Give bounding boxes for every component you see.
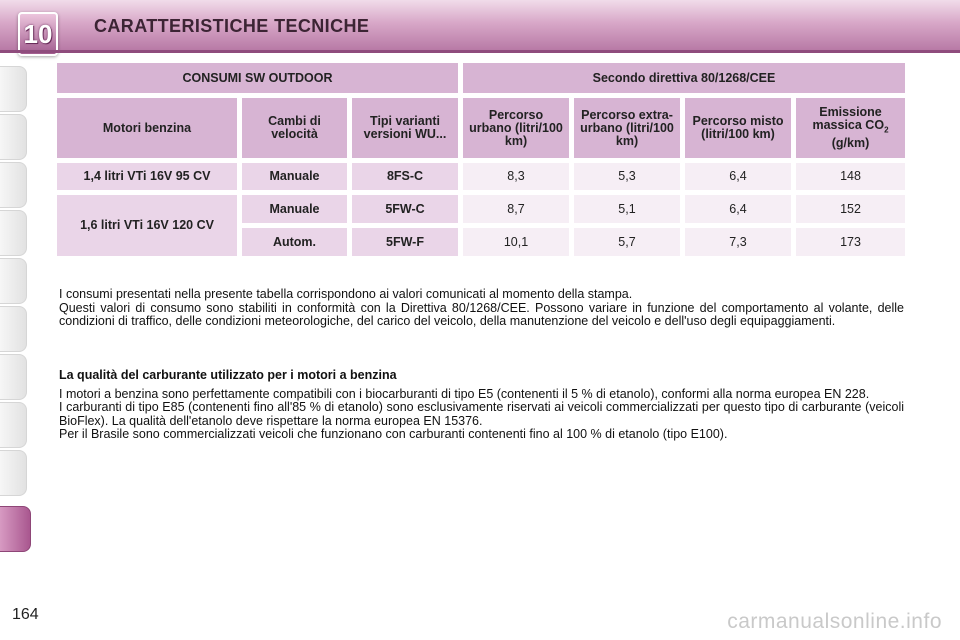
chapter-tab[interactable] [0, 258, 27, 304]
variant-cell: 8FS-C [352, 163, 458, 190]
co2-header-unit: (g/km) [831, 135, 870, 150]
mixed-value: 7,3 [685, 228, 791, 256]
co2-value: 173 [796, 228, 905, 256]
chapter-tab[interactable] [0, 66, 27, 112]
chapter-tab[interactable] [0, 354, 27, 400]
variant-cell: 5FW-C [352, 195, 458, 223]
col-header-variant: Tipi varianti versioni WU... [352, 98, 458, 158]
urban-value: 10,1 [463, 228, 569, 256]
chapter-tab[interactable] [0, 114, 27, 160]
chapter-tab-active[interactable] [0, 506, 31, 552]
co2-header-line: Emissione massica $CO_2$ [812, 105, 889, 135]
chapter-tab[interactable] [0, 210, 27, 256]
consumption-notes [59, 288, 904, 329]
mixed-value: 6,4 [685, 163, 791, 190]
gearbox-cell: Autom. [242, 228, 347, 256]
fuel-paragraph: Per il Brasile sono commercializzati veicoli che funzionano con carburanti contenenti fino al 100 % di etanolo (tipo E100). [59, 427, 728, 441]
page-header [0, 0, 960, 50]
engine-1-4: 1,4 litri VTi 16V 95 CV [57, 163, 237, 190]
chapter-title: CARATTERISTICHE TECNICHE [94, 16, 370, 36]
notes-paragraph: Questi valori di consumo sono stabiliti in conformità con la Direttiva 80/1268/CEE. Possono variare in funzione del comportamento al volante, delle condizioni di traffico, delle condizioni meteorologiche, del carico del veicolo, della manutenzione del veicolo e dell'uso degli equipaggiamenti. [59, 300, 904, 328]
chapter-tab[interactable] [0, 306, 27, 352]
fuel-paragraph: I motori a benzina sono perfettamente compatibili con i biocarburanti di tipo E5 (contenenti il 5 % di etanolo), conformi alla norma europea EN 228. [59, 386, 870, 401]
extra-urban-value: 5,7 [574, 228, 680, 256]
chapter-tab[interactable] [0, 162, 27, 208]
chapter-tab[interactable] [0, 402, 27, 448]
notes-paragraph: I consumi presentati nella presente tabella corrispondono ai valori comunicati al momento della stampa. [59, 287, 633, 301]
col-header-extra-urban: Percorso extra-urbano (litri/100 km) [574, 98, 680, 158]
header-divider [0, 50, 960, 53]
urban-value: 8,3 [463, 163, 569, 190]
col-header-gearbox: Cambi di velocità [242, 98, 347, 158]
watermark: carmanualsonline.info [727, 610, 942, 633]
fuel-quality-section [59, 369, 904, 442]
page-number: 164 [12, 606, 39, 623]
col-header-co2 [796, 98, 905, 158]
fuel-paragraph: I carburanti di tipo E85 (contenenti fino all'85 % di etanolo) sono esclusivamente riservati ai veicoli commercializzati per questo tipo di carburante (veicoli BioFlex). La qualità dell'etanolo deve rispettare la norma europea EN 15376. [59, 400, 904, 428]
extra-urban-value: 5,3 [574, 163, 680, 190]
gearbox-cell: Manuale [242, 163, 347, 190]
extra-urban-value: 5,1 [574, 195, 680, 223]
col-header-urban: Percorso urbano (litri/100 km) [463, 98, 569, 158]
col-header-engine: Motori benzina [57, 98, 237, 158]
co2-value: 152 [796, 195, 905, 223]
col-header-mixed: Percorso misto (litri/100 km) [685, 98, 791, 158]
mixed-value: 6,4 [685, 195, 791, 223]
gearbox-cell: Manuale [242, 195, 347, 223]
variant-cell: 5FW-F [352, 228, 458, 256]
urban-value: 8,7 [463, 195, 569, 223]
table-group-directive: Secondo direttiva 80/1268/CEE [463, 63, 905, 93]
engine-1-6: 1,6 litri VTi 16V 120 CV [57, 195, 237, 256]
chapter-badge: 10 [18, 12, 58, 56]
chapter-tab-rail [0, 62, 34, 572]
chapter-tab[interactable] [0, 450, 27, 496]
fuel-quality-heading: La qualità del carburante utilizzato per i motori a benzina [59, 368, 397, 382]
table-group-title: CONSUMI SW OUTDOOR [57, 63, 458, 93]
co2-value: 148 [796, 163, 905, 190]
